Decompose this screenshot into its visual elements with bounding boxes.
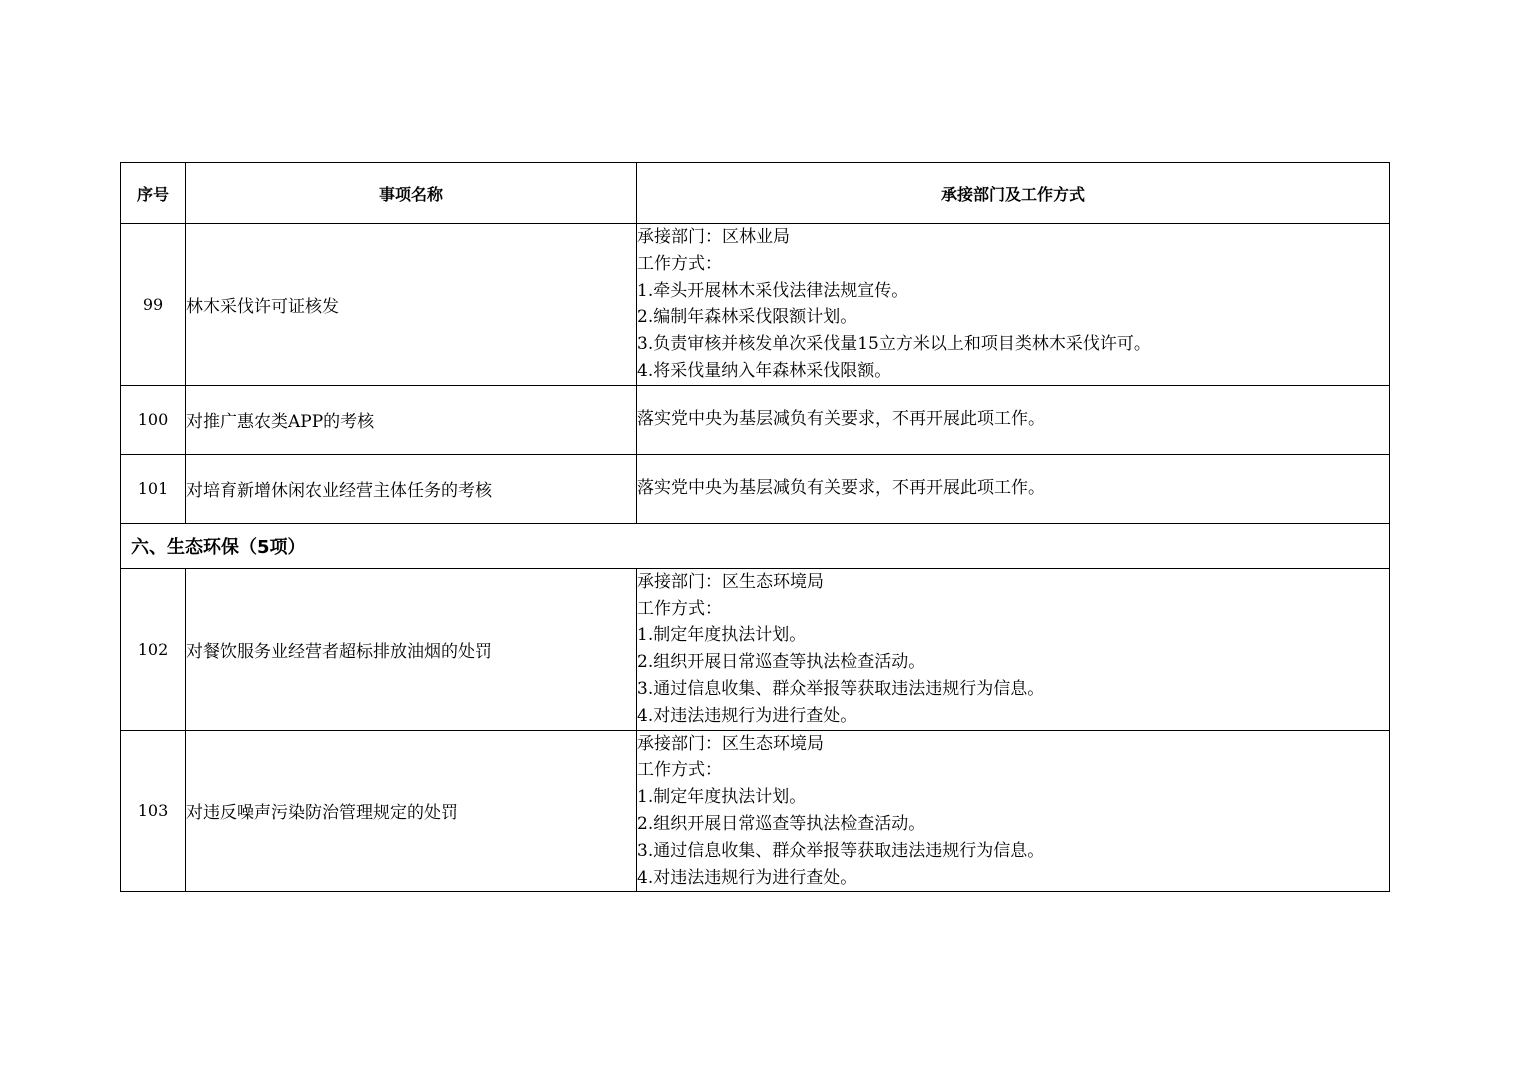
method-line: 2.编制年森林采伐限额计划。 [637,307,858,328]
row-seq: 101 [121,454,186,523]
method-line: 3.通过信息收集、群众举报等获取违法违规行为信息。 [637,678,1045,699]
table-header-row [121,163,1390,224]
method-line: 落实党中央为基层减负有关要求，不再开展此项工作。 [637,409,1045,430]
row-method [637,385,1390,454]
method-line: 1.制定年度执法计划。 [637,787,807,808]
section-title: 六、生态环保（5项） [121,523,1390,568]
row-seq: 100 [121,385,186,454]
table-row [121,568,1390,730]
row-method [637,730,1390,892]
method-line: 3.通过信息收集、群众举报等获取违法违规行为信息。 [637,840,1045,861]
header-method: 承接部门及工作方式 [637,163,1390,224]
method-line: 1.牵头开展林木采伐法律法规宣传。 [637,280,909,301]
row-name: 对餐饮服务业经营者超标排放油烟的处罚 [186,568,637,730]
method-line: 承接部门：区林业局 [637,227,790,247]
row-method [637,454,1390,523]
row-name: 对培育新增休闲农业经营主体任务的考核 [186,454,637,523]
method-line: 3.负责审核并核发单次采伐量15立方米以上和项目类林木采伐许可。 [637,334,1151,355]
method-line: 2.组织开展日常巡查等执法检查活动。 [637,652,926,673]
table-row [121,385,1390,454]
row-method [637,568,1390,730]
row-name: 对违反噪声污染防治管理规定的处罚 [186,730,637,892]
method-line: 工作方式： [637,760,722,781]
row-method [637,224,1390,386]
method-line: 1.制定年度执法计划。 [637,625,807,646]
row-seq: 103 [121,730,186,892]
method-line: 承接部门：区生态环境局 [637,571,824,592]
method-line: 工作方式： [637,253,722,274]
row-seq: 99 [121,224,186,386]
method-line: 承接部门：区生态环境局 [637,733,824,754]
method-line: 2.组织开展日常巡查等执法检查活动。 [637,813,926,834]
method-line: 4.将采伐量纳入年森林采伐限额。 [637,360,892,381]
header-name: 事项名称 [186,163,637,224]
matters-table [120,162,1390,892]
table-row [121,730,1390,892]
row-seq: 102 [121,568,186,730]
method-line: 4.对违法违规行为进行查处。 [637,867,858,888]
method-line: 4.对违法违规行为进行查处。 [637,705,858,726]
row-name: 对推广惠农类APP的考核 [186,385,637,454]
method-line: 工作方式： [637,598,722,619]
header-seq: 序号 [121,163,186,224]
method-line: 落实党中央为基层减负有关要求，不再开展此项工作。 [637,478,1045,499]
table-row [121,454,1390,523]
table-row [121,224,1390,386]
section-row [121,523,1390,568]
row-name: 林木采伐许可证核发 [186,224,637,386]
